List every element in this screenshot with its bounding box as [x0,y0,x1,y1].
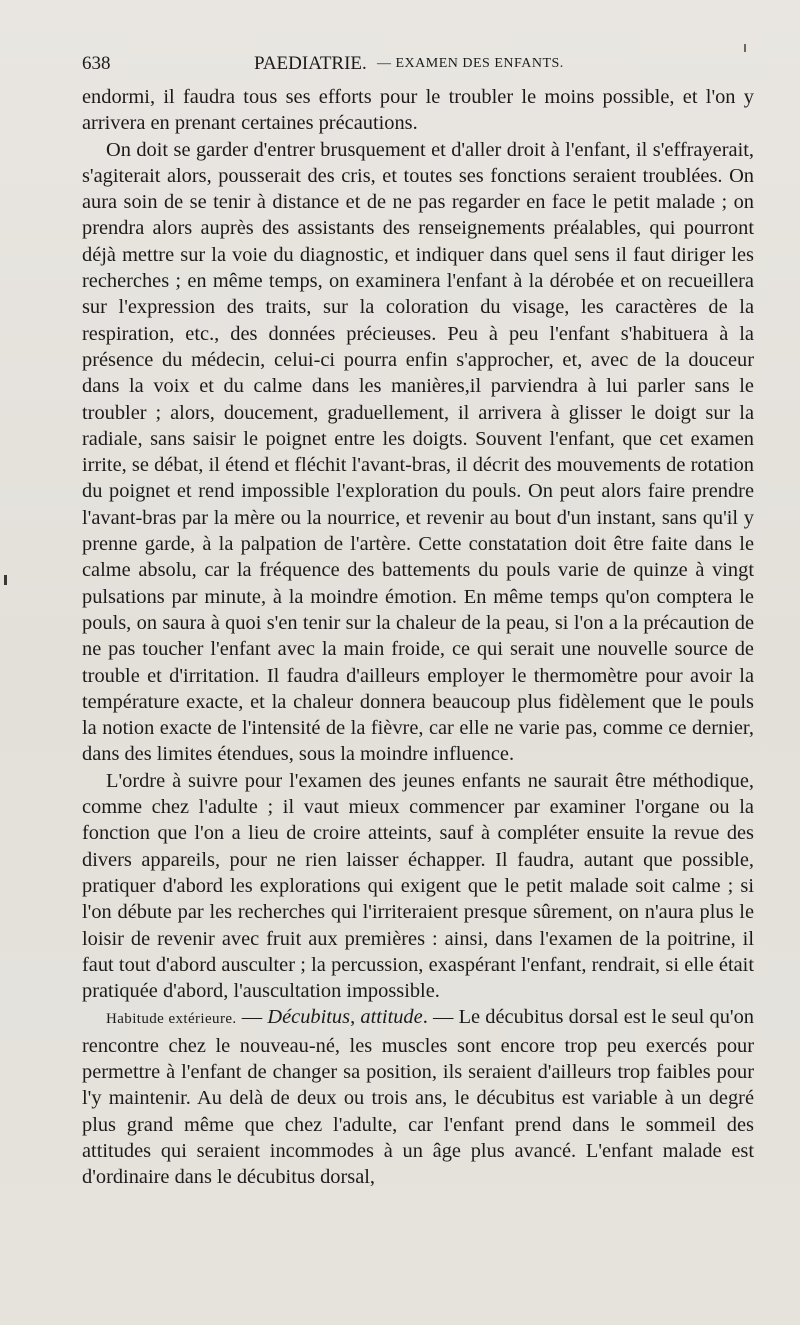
paragraph: endormi, il faudra tous ses efforts pour le troubler le moins possible, et l'on y arrivera en prenant certaines précautions. [82,86,754,135]
page-number: 638 [82,53,111,74]
italic-term: Décubitus [267,1006,351,1029]
paragraph: On doit se garder d'entrer brusquement et d'aller droit à l'enfant, il s'effrayerait, s'agiterait alors, pousserait des cris, et toutes ses fonctions seraient troublées. On aura soin de se tenir à distance et de ne pas regarder en face le petit malade ; on prendra alors auprès des assistants des renseignements préalables, qui pourront déjà mettre sur la voie du diagnostic, et indiquer dans quel sens il faut diriger les recherches ; en même temps, on examinera l'enfant à la dérobée et on recueillera sur l'expression des traits, sur la coloration du visage, les caractères de la respiration, etc., des données précieuses. Peu à peu l'enfant s'habituera à la présence du médecin, celui-ci pourra enfin s'approcher, et, avec de la douceur dans la voix et du calme dans les manières,il parviendra à lui parler sans le troubler ; alors, doucement, graduellement, il arrivera à glisser le doigt sur la radiale, sans saisir le poignet entre les doigts. Souvent l'enfant, que cet examen irrite, se débat, il étend et fléchit l'avant-bras, il décrit des mouvements de rotation du poignet et rend impossible l'exploration du pouls. On peut alors faire prendre l'avant-bras par la mère ou la nourrice, et revenir au bout d'un instant, sans qu'il y prenne garde, à la palpation de l'artère. Cette constatation doit être faite dans le calme absolu, car la fréquence des battements du pouls varie de quinze à vingt pulsations par minute, à la moindre émotion. En même temps qu'on comptera le pouls, on saura à quoi s'en tenir sur la chaleur de la peau, si l'on a la précaution de ne pas toucher l'enfant avec la main froide, ce qui serait une nouvelle source de trouble et d'irritation. Il faudra d'ailleurs employer le thermomètre pour avoir la température exacte, et la chaleur donnera beaucoup plus fidèlement que le pouls la notion exacte de l'intensité de la fièvre, car elle ne varie pas, comme ce dernier, dans des limites étendues, sous la moindre influence. [82,138,754,766]
running-head [82,50,762,78]
section-heading: Habitude extérieure. [106,1011,237,1028]
paragraph: L'ordre à suivre pour l'examen des jeunes enfants ne saurait être méthodique, comme chez l'adulte ; il vaut mieux commencer par examiner l'organe ou la fonction que l'on a lieu de croire atteints, sauf à compléter ensuite la revue des divers appareils, pour ne rien laisser échapper. Il faudra, autant que possible, pratiquer d'abord les explorations qui exigent que le petit malade soit calme ; si l'on débute par les recherches qui l'irriteraient presque sûrement, on n'aura plus le loisir de revenir avec fruit aux premières : ainsi, dans l'examen de la poitrine, il faut tout d'abord ausculter ; la percussion, exaspérant l'enfant, rendrait, si elle était pratiquée d'abord, l'auscultation impossible. [82,769,754,1003]
dash: . — [422,1006,459,1029]
body-text [82,84,754,1190]
italic-term: attitude [360,1006,423,1029]
paragraph-text: Le décubitus dorsal est le seul qu'on rencontre chez le nouveau-né, les muscles sont encore trop peu exercés pour permettre à l'enfant de changer sa position, ils seraient d'ailleurs trop faibles pour l'y maintenir. Au delà de deux ou trois ans, le décubitus est variable à un degré plus grand même que chez l'adulte, car l'enfant prend dans le sommeil des attitudes qui seraient incommodes à un âge plus avancé. L'enfant malade est d'ordinaire dans le décubitus dorsal, [82,1006,754,1189]
dash: — [236,1006,268,1029]
header-title: PAEDIATRIE. [254,53,367,74]
header-subtitle: — EXAMEN DES ENFANTS. [377,56,564,71]
scan-mark [4,575,7,585]
paragraph [82,1004,754,1190]
separator: , [350,1006,361,1029]
